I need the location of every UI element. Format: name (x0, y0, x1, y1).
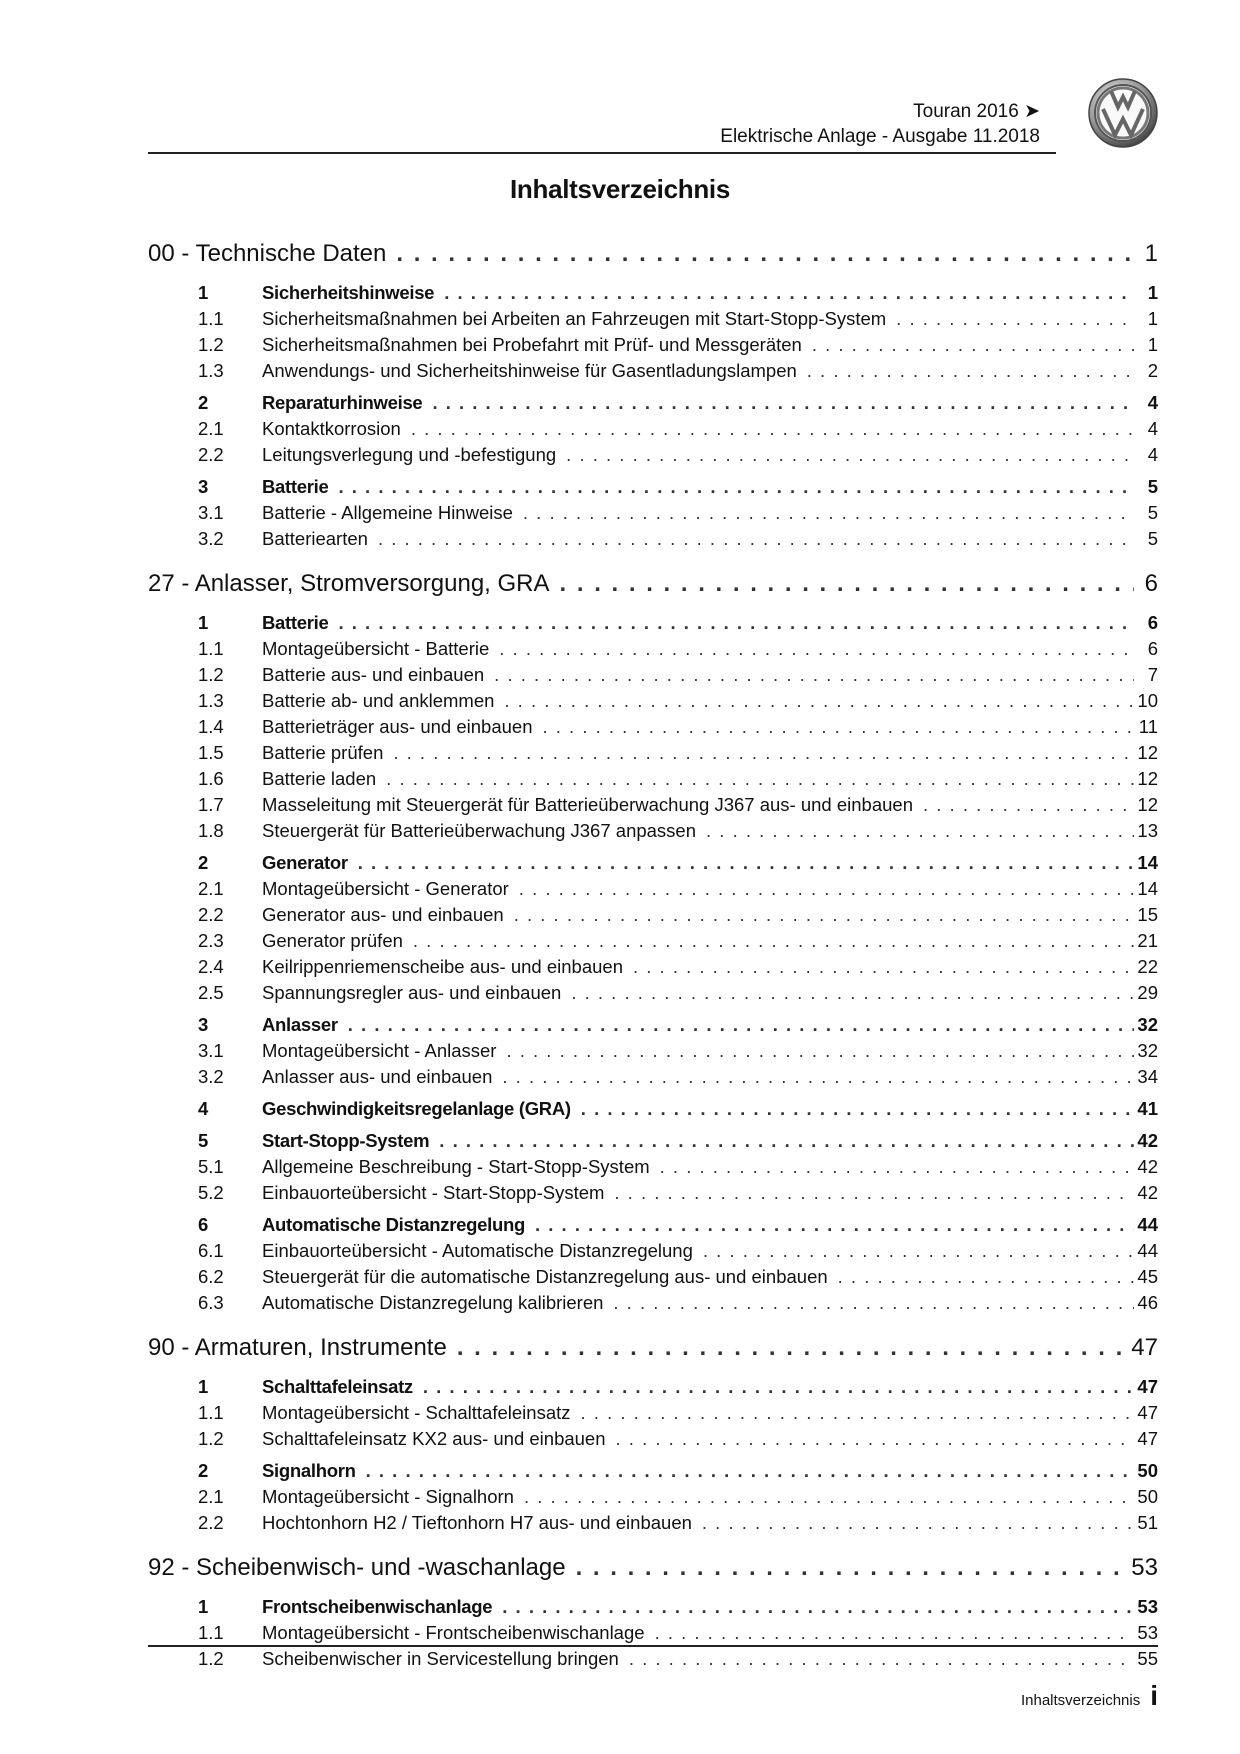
footer-label: Inhaltsverzeichnis (1020, 1692, 1141, 1709)
toc-entry-number: 1.2 (198, 334, 224, 355)
toc-entry-page: 22 (1137, 956, 1158, 977)
toc-subsection-entry[interactable] (148, 418, 1158, 444)
toc-entry-page: 46 (1137, 1292, 1158, 1313)
toc-entry-number: 1.6 (198, 768, 224, 789)
toc-section-entry[interactable] (148, 1214, 1158, 1240)
toc-entry-label: Signalhorn (262, 1460, 356, 1481)
toc-dot-leader (571, 1402, 1134, 1424)
toc-entry-number: 2.1 (198, 878, 224, 899)
footer-divider (148, 1645, 1158, 1647)
toc-entry-number: 1.2 (198, 1428, 224, 1449)
toc-dot-leader (494, 690, 1134, 712)
toc-dot-leader (623, 956, 1134, 978)
toc-section-entry[interactable] (148, 476, 1158, 502)
toc-subsection-entry[interactable] (148, 308, 1158, 334)
toc-entry-number: 1.2 (198, 664, 224, 685)
toc-subsection-entry[interactable] (148, 794, 1158, 820)
toc-dot-leader (356, 1460, 1134, 1482)
toc-entry-page: 6 (1144, 570, 1158, 597)
toc-entry-page: 51 (1137, 1512, 1158, 1533)
toc-subsection-entry[interactable] (148, 638, 1158, 664)
toc-entry-page: 2 (1147, 360, 1158, 381)
toc-entry-label: Batterie (262, 476, 329, 497)
toc-entry-page: 12 (1137, 742, 1158, 763)
toc-dot-leader (513, 502, 1134, 524)
toc-dot-leader (484, 664, 1134, 686)
toc-entry-number: 1 (198, 282, 209, 303)
toc-entry-page: 14 (1137, 852, 1158, 873)
toc-entry-number: 1.3 (198, 360, 224, 381)
toc-subsection-entry[interactable] (148, 1512, 1158, 1538)
toc-dot-leader (556, 444, 1134, 466)
toc-entry-number: 5.1 (198, 1156, 224, 1177)
toc-dot-leader (434, 282, 1134, 304)
toc-dot-leader (692, 1512, 1134, 1534)
toc-dot-leader (368, 528, 1134, 550)
toc-chapter-heading[interactable] (148, 1554, 1158, 1590)
toc-entry-number: 1 (198, 612, 209, 633)
document-footer (1021, 1680, 1158, 1712)
toc-entry-label: Start-Stopp-System (262, 1130, 430, 1151)
toc-entry-page: 53 (1131, 1554, 1158, 1581)
toc-entry-page: 5 (1147, 502, 1158, 523)
toc-entry-number: 6.1 (198, 1240, 224, 1261)
toc-entry-number: 2.2 (198, 1512, 224, 1533)
toc-chapter (148, 1334, 1158, 1538)
toc-entry-label: Scheibenwischer in Servicestellung bringen (262, 1648, 619, 1669)
toc-entry-page: 5 (1147, 476, 1158, 497)
toc-subsection-entry[interactable] (148, 360, 1158, 386)
toc-entry-number: 1.1 (198, 1622, 224, 1643)
toc-entry-number: 5 (198, 1130, 209, 1151)
toc-entry-page: 53 (1137, 1596, 1158, 1617)
toc-subsection-entry[interactable] (148, 742, 1158, 768)
toc-entry-label: Reparaturhinweise (262, 392, 423, 413)
toc-entry-label: Batterie aus- und einbauen (262, 664, 485, 685)
toc-dot-leader (606, 1428, 1134, 1450)
toc-subsection-entry[interactable] (148, 1292, 1158, 1318)
toc-entry-label: Automatische Distanzregelung (262, 1214, 525, 1235)
toc-section-entry[interactable] (148, 1014, 1158, 1040)
toc-dot-leader (376, 768, 1134, 790)
toc-entry-page: 1 (1147, 282, 1158, 303)
toc-entry-label: Batterie prüfen (262, 742, 384, 763)
toc-entry-number: 1.2 (198, 1648, 224, 1669)
toc-dot-leader (429, 1130, 1134, 1152)
toc-dot-leader (571, 1098, 1134, 1120)
toc-entry-page: 34 (1137, 1066, 1158, 1087)
toc-subsection-entry[interactable] (148, 1240, 1158, 1266)
toc-section-entry[interactable] (148, 612, 1158, 638)
toc-entry-label: Sicherheitsmaßnahmen bei Probefahrt mit Prüf- und Messgeräten (262, 334, 802, 355)
toc-subsection-entry[interactable] (148, 956, 1158, 982)
toc-entry-number: 2.3 (198, 930, 224, 951)
toc-subsection-entry[interactable] (148, 444, 1158, 470)
toc-section-entry[interactable] (148, 1098, 1158, 1124)
toc-entry-label: Anlasser (262, 1014, 338, 1035)
toc-chapter (148, 240, 1158, 554)
toc-dot-leader (348, 852, 1134, 874)
toc-entry-page: 42 (1137, 1182, 1158, 1203)
toc-subsection-entry[interactable] (148, 664, 1158, 690)
toc-entry-page: 44 (1137, 1240, 1158, 1261)
toc-entry-page: 14 (1137, 878, 1158, 899)
toc-subsection-entry[interactable] (148, 1182, 1158, 1208)
toc-subsection-entry[interactable] (148, 878, 1158, 904)
toc-dot-leader (604, 1182, 1134, 1204)
toc-dot-leader (603, 1292, 1134, 1314)
toc-entry-page: 53 (1137, 1622, 1158, 1643)
toc-dot-leader (447, 1334, 1131, 1362)
toc-subsection-entry[interactable] (148, 1156, 1158, 1182)
toc-entry-label: Montageübersicht - Batterie (262, 638, 490, 659)
toc-dot-leader (533, 716, 1135, 738)
toc-dot-leader (886, 308, 1134, 330)
toc-dot-leader (561, 982, 1134, 1004)
toc-entry-number: 1.1 (198, 308, 224, 329)
toc-chapter-heading[interactable] (148, 240, 1158, 276)
toc-dot-leader (401, 418, 1134, 440)
toc-entry-label: Einbauorteübersicht - Start-Stopp-System (262, 1182, 605, 1203)
header-subtitle: Elektrische Anlage - Ausgabe 11.2018 (720, 126, 1040, 147)
toc-entry-label: Sicherheitsmaßnahmen bei Arbeiten an Fahrzeugen mit Start-Stopp-System (262, 308, 887, 329)
toc-entry-number: 2.1 (198, 418, 224, 439)
toc-entry-page: 10 (1137, 690, 1158, 711)
toc-entry-label: Sicherheitshinweise (262, 282, 435, 303)
toc-entry-label: Kontaktkorrosion (262, 418, 401, 439)
toc-entry-page: 29 (1137, 982, 1158, 1003)
toc-subsection-entry[interactable] (148, 1066, 1158, 1092)
toc-entry-label: Schalttafeleinsatz (262, 1376, 413, 1397)
toc-entry-number: 6.2 (198, 1266, 224, 1287)
toc-dot-leader (496, 1040, 1134, 1062)
toc-entry-label: Generator aus- und einbauen (262, 904, 504, 925)
toc-entry-label: Steuergerät für Batterieüberwachung J367 anpassen (262, 820, 697, 841)
toc-subsection-entry[interactable] (148, 930, 1158, 956)
toc-entry-page: 32 (1137, 1014, 1158, 1035)
toc-entry-label: Spannungsregler aus- und einbauen (262, 982, 562, 1003)
toc-entry-label: Keilrippenriemenscheibe aus- und einbauen (262, 956, 623, 977)
table-of-contents (148, 236, 1158, 1690)
toc-entry-page: 4 (1147, 444, 1158, 465)
toc-entry-page: 4 (1147, 418, 1158, 439)
toc-dot-leader (693, 1240, 1134, 1262)
toc-subsection-entry[interactable] (148, 1648, 1158, 1674)
toc-dot-leader (566, 1554, 1132, 1582)
toc-entry-page: 1 (1144, 240, 1158, 267)
toc-entry-label: Schalttafeleinsatz KX2 aus- und einbauen (262, 1428, 606, 1449)
toc-entry-number: 4 (198, 1098, 209, 1119)
toc-entry-label: Anwendungs- und Sicherheitshinweise für Gasentladungslampen (262, 360, 797, 381)
toc-entry-page: 11 (1138, 716, 1158, 737)
toc-entry-label: 27 - Anlasser, Stromversorgung, GRA (148, 570, 550, 597)
toc-entry-number: 3.2 (198, 1066, 224, 1087)
toc-subsection-entry[interactable] (148, 502, 1158, 528)
toc-entry-number: 1 (198, 1596, 209, 1617)
toc-entry-page: 32 (1137, 1040, 1158, 1061)
toc-dot-leader (650, 1156, 1134, 1178)
toc-entry-number: 1.1 (198, 638, 224, 659)
toc-entry-number: 1.8 (198, 820, 224, 841)
toc-dot-leader (504, 904, 1134, 926)
toc-dot-leader (329, 612, 1135, 634)
toc-entry-number: 3.1 (198, 1040, 224, 1061)
toc-entry-label: Montageübersicht - Generator (262, 878, 509, 899)
toc-chapter (148, 570, 1158, 1318)
toc-entry-label: Batteriearten (262, 528, 368, 549)
toc-entry-page: 5 (1147, 528, 1158, 549)
toc-entry-label: Anlasser aus- und einbauen (262, 1066, 493, 1087)
toc-chapter-heading[interactable] (148, 570, 1158, 606)
toc-entry-label: 92 - Scheibenwisch- und -waschanlage (148, 1554, 566, 1581)
toc-subsection-entry[interactable] (148, 982, 1158, 1008)
toc-entry-page: 1 (1147, 308, 1158, 329)
toc-entry-page: 47 (1137, 1402, 1158, 1423)
toc-entry-number: 3.1 (198, 502, 224, 523)
toc-entry-number: 2.4 (198, 956, 224, 977)
toc-entry-label: Batterie - Allgemeine Hinweise (262, 502, 513, 523)
toc-section-entry[interactable] (148, 1460, 1158, 1486)
toc-dot-leader (413, 1376, 1134, 1398)
toc-entry-label: Batterie laden (262, 768, 377, 789)
toc-subsection-entry[interactable] (148, 1266, 1158, 1292)
toc-entry-number: 1 (198, 1376, 209, 1397)
toc-subsection-entry[interactable] (148, 690, 1158, 716)
toc-entry-label: Frontscheibenwischanlage (262, 1596, 493, 1617)
toc-entry-number: 2.2 (198, 444, 224, 465)
toc-entry-label: Automatische Distanzregelung kalibrieren (262, 1292, 604, 1313)
toc-entry-number: 1.5 (198, 742, 224, 763)
toc-entry-number: 2 (198, 392, 209, 413)
toc-dot-leader (525, 1214, 1134, 1236)
toc-entry-number: 6.3 (198, 1292, 224, 1313)
toc-entry-label: Steuergerät für die automatische Distanzregelung aus- und einbauen (262, 1266, 828, 1287)
toc-entry-page: 47 (1137, 1376, 1158, 1397)
page-title: Inhaltsverzeichnis (509, 174, 731, 204)
toc-section-entry[interactable] (148, 1376, 1158, 1402)
toc-dot-leader (492, 1066, 1134, 1088)
toc-entry-page: 50 (1137, 1460, 1158, 1481)
toc-entry-number: 1.7 (198, 794, 224, 815)
header-model: Touran 2016 ➤ (913, 101, 1040, 122)
toc-entry-number: 1.4 (198, 716, 224, 737)
toc-dot-leader (509, 878, 1134, 900)
toc-subsection-entry[interactable] (148, 1428, 1158, 1454)
toc-subsection-entry[interactable] (148, 1486, 1158, 1512)
toc-dot-leader (329, 476, 1135, 498)
footer-page-number: i (1150, 1680, 1158, 1711)
toc-section-entry[interactable] (148, 282, 1158, 308)
toc-dot-leader (913, 794, 1134, 816)
toc-entry-page: 12 (1137, 768, 1158, 789)
toc-entry-page: 13 (1137, 820, 1158, 841)
toc-entry-page: 47 (1131, 1334, 1158, 1361)
toc-entry-label: 90 - Armaturen, Instrumente (148, 1334, 447, 1361)
toc-entry-label: Leitungsverlegung und -befestigung (262, 444, 557, 465)
toc-dot-leader (492, 1596, 1134, 1618)
toc-entry-number: 2.1 (198, 1486, 224, 1507)
vw-logo-icon (1087, 77, 1159, 149)
toc-subsection-entry[interactable] (148, 768, 1158, 794)
toc-entry-page: 55 (1137, 1648, 1158, 1669)
toc-entry-label: Batterieträger aus- und einbauen (262, 716, 533, 737)
toc-entry-number: 1.3 (198, 690, 224, 711)
toc-entry-page: 15 (1137, 904, 1158, 925)
toc-entry-page: 41 (1137, 1098, 1158, 1119)
toc-section-entry[interactable] (148, 392, 1158, 418)
toc-entry-label: Batterie ab- und anklemmen (262, 690, 495, 711)
toc-entry-number: 3 (198, 476, 209, 497)
toc-entry-label: 00 - Technische Daten (148, 240, 387, 267)
toc-entry-label: Masseleitung mit Steuergerät für Batterieüberwachung J367 aus- und einbauen (262, 794, 913, 815)
toc-dot-leader (696, 820, 1134, 842)
toc-entry-number: 5.2 (198, 1182, 224, 1203)
toc-chapter-heading[interactable] (148, 1334, 1158, 1370)
toc-entry-page: 21 (1137, 930, 1158, 951)
toc-entry-page: 12 (1137, 794, 1158, 815)
toc-chapter (148, 1554, 1158, 1674)
toc-dot-leader (383, 742, 1134, 764)
toc-subsection-entry[interactable] (148, 820, 1158, 846)
toc-entry-label: Hochtonhorn H2 / Tieftonhorn H7 aus- und einbauen (262, 1512, 692, 1533)
toc-entry-number: 2.5 (198, 982, 224, 1003)
toc-entry-number: 2 (198, 852, 209, 873)
toc-entry-number: 3 (198, 1014, 209, 1035)
toc-entry-page: 6 (1147, 638, 1158, 659)
toc-entry-label: Montageübersicht - Frontscheibenwischanlage (262, 1622, 645, 1643)
toc-dot-leader (550, 570, 1134, 598)
toc-entry-label: Montageübersicht - Anlasser (262, 1040, 497, 1061)
document-header (148, 96, 1056, 154)
toc-entry-page: 42 (1137, 1130, 1158, 1151)
toc-dot-leader (802, 334, 1134, 356)
toc-dot-leader (619, 1648, 1134, 1670)
toc-entry-number: 1.1 (198, 1402, 224, 1423)
toc-entry-number: 2.2 (198, 904, 224, 925)
toc-dot-leader (514, 1486, 1134, 1508)
toc-entry-page: 4 (1147, 392, 1158, 413)
toc-dot-leader (489, 638, 1134, 660)
toc-subsection-entry[interactable] (148, 1402, 1158, 1428)
toc-entry-number: 2 (198, 1460, 209, 1481)
toc-dot-leader (386, 240, 1134, 268)
toc-dot-leader (645, 1622, 1134, 1644)
toc-entry-label: Montageübersicht - Schalttafeleinsatz (262, 1402, 571, 1423)
toc-entry-page: 44 (1137, 1214, 1158, 1235)
toc-entry-label: Allgemeine Beschreibung - Start-Stopp-System (262, 1156, 650, 1177)
toc-subsection-entry[interactable] (148, 716, 1158, 742)
toc-entry-page: 1 (1147, 334, 1158, 355)
toc-subsection-entry[interactable] (148, 1040, 1158, 1066)
toc-section-entry[interactable] (148, 1596, 1158, 1622)
toc-entry-page: 7 (1147, 664, 1158, 685)
toc-entry-label: Batterie (262, 612, 329, 633)
toc-entry-number: 3.2 (198, 528, 224, 549)
toc-entry-label: Geschwindigkeitsregelanlage (GRA) (262, 1098, 571, 1119)
toc-entry-page: 50 (1137, 1486, 1158, 1507)
toc-entry-page: 45 (1137, 1266, 1158, 1287)
toc-dot-leader (338, 1014, 1134, 1036)
toc-dot-leader (828, 1266, 1134, 1288)
toc-dot-leader (403, 930, 1134, 952)
toc-subsection-entry[interactable] (148, 334, 1158, 360)
toc-entry-page: 42 (1137, 1156, 1158, 1177)
toc-subsection-entry[interactable] (148, 528, 1158, 554)
toc-entry-page: 6 (1147, 612, 1158, 633)
toc-dot-leader (422, 392, 1134, 414)
toc-section-entry[interactable] (148, 1130, 1158, 1156)
toc-entry-page: 47 (1137, 1428, 1158, 1449)
toc-subsection-entry[interactable] (148, 904, 1158, 930)
toc-dot-leader (797, 360, 1134, 382)
toc-entry-label: Einbauorteübersicht - Automatische Distanzregelung (262, 1240, 693, 1261)
toc-entry-label: Generator (262, 852, 348, 873)
toc-entry-number: 6 (198, 1214, 209, 1235)
toc-section-entry[interactable] (148, 852, 1158, 878)
toc-entry-label: Montageübersicht - Signalhorn (262, 1486, 514, 1507)
toc-entry-label: Generator prüfen (262, 930, 403, 951)
